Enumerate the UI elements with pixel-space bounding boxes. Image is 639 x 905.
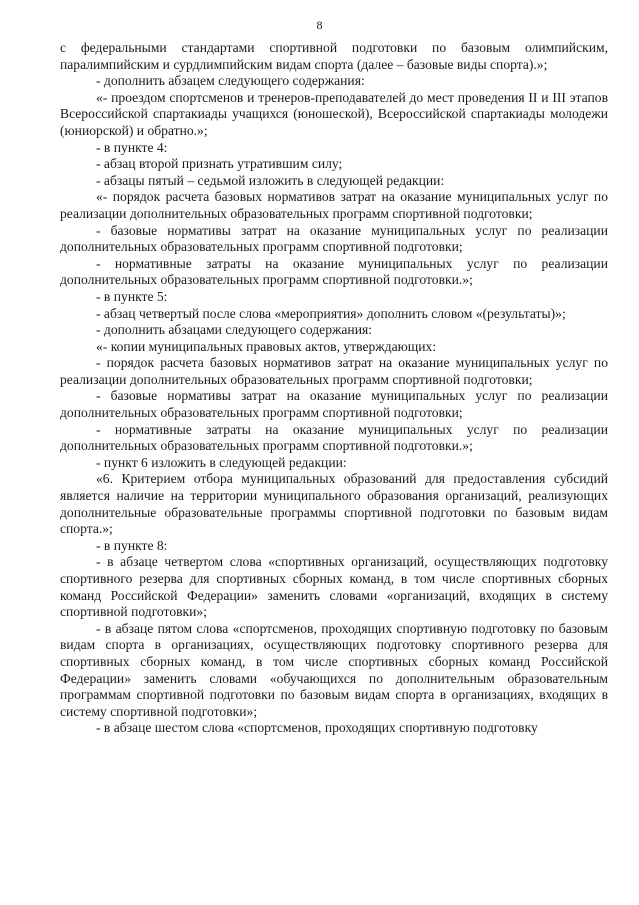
paragraph: - порядок расчета базовых нормативов затрат на оказание муниципальных услуг по реализации дополнительных образовательных программ спортивной подготовки; (60, 355, 608, 387)
paragraph: с федеральными стандартами спортивной подготовки по базовым олимпийским, паралимпийским и сурдлимпийским видам спорта (далее – базовые виды спорта).»; (60, 40, 608, 72)
paragraph: - базовые нормативы затрат на оказание муниципальных услуг по реализации дополнительных образовательных программ спортивной подготовки; (60, 222, 608, 255)
document-body (60, 40, 608, 737)
paragraph: - в абзаце шестом слова «спортсменов, проходящих спортивную подготовку (96, 720, 538, 736)
paragraph: - в абзаце пятом слова «спортсменов, проходящих спортивную подготовку по базовым видам спорта в организациях, осуществляющих подготовку спортивного резерва для спортивных сборных команд, в том числе спортивных сборных команд Российской Федерации» заменить словами «обучающихся по дополнительным образовательным программам спортивной подготовки по базовым видам спорта в организациях, входящих в систему спортивной подготовки»; (60, 620, 608, 719)
paragraph: - абзац второй признать утратившим силу; (96, 156, 343, 172)
paragraph: - нормативные затраты на оказание муниципальных услуг по реализации дополнительных образовательных программ спортивной подготовки.»; (60, 255, 608, 288)
paragraph: - нормативные затраты на оказание муниципальных услуг по реализации дополнительных образовательных программ спортивной подготовки.»; (60, 421, 608, 454)
paragraph: - абзацы пятый – седьмой изложить в следующей редакции: (96, 172, 445, 188)
paragraph: - базовые нормативы затрат на оказание муниципальных услуг по реализации дополнительных образовательных программ спортивной подготовки; (60, 388, 608, 421)
paragraph: «- копии муниципальных правовых актов, утверждающих: (96, 338, 437, 354)
paragraph: - в абзаце четвертом слова «спортивных организаций, осуществляющих подготовку спортивного резерва для спортивных сборных команд, в том числе спортивных сборных команд Российской Федерации» заменить словами «организаций, входящих в систему спортивной подготовки»; (60, 554, 608, 620)
paragraph: - в пункте 8: (96, 537, 168, 553)
paragraph: - в пункте 5: (96, 288, 168, 304)
paragraph: - дополнить абзацем следующего содержания: (96, 73, 365, 89)
paragraph: «6. Критерием отбора муниципальных образований для предоставления субсидий является наличие на территории муниципального образования организаций, реализующих дополнительные образовательные программы спортивной подготовки по базовым видам спорта.»; (60, 471, 608, 537)
paragraph: «- порядок расчета базовых нормативов затрат на оказание муниципальных услуг по реализации дополнительных образовательных программ спортивной подготовки; (60, 189, 608, 221)
paragraph: - абзац четвертый после слова «мероприятия» дополнить словом «(результаты)»; (96, 305, 566, 321)
paragraph: - в пункте 4: (96, 139, 168, 155)
paragraph: - дополнить абзацами следующего содержания: (96, 322, 373, 338)
paragraph: - пункт 6 изложить в следующей редакции: (96, 454, 347, 470)
page-number: 8 (316, 18, 323, 32)
paragraph: «- проездом спортсменов и тренеров-преподавателей до мест проведения II и III этапов Всероссийской спартакиады учащихся (юношеской), Всероссийской спартакиады молодежи (юниорской) и обратно.»; (60, 89, 608, 138)
